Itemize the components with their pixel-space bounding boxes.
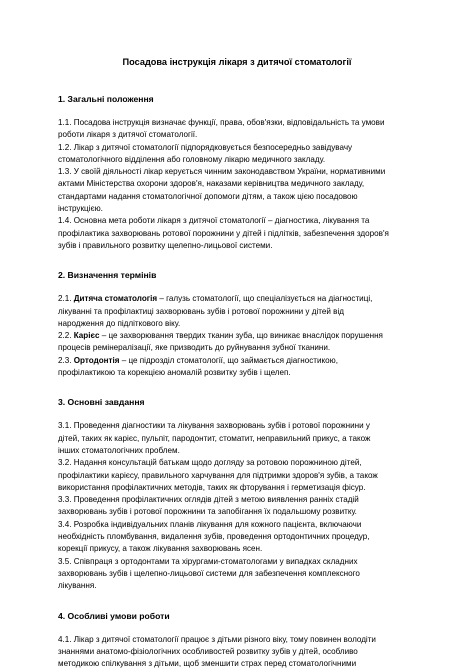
clause-2-2	[58, 330, 416, 355]
clause-3-3: 3.3. Проведення профілактичних оглядів дітей з метою виявлення ранніх стадій захворювань зубів і ротової порожнини та запобігання їх подальшому розвитку.	[58, 495, 359, 517]
clause-2-3	[58, 355, 416, 380]
clause-number: 2.2.	[58, 331, 74, 341]
term-pediatric-dentistry: Дитяча стоматологія	[73, 294, 158, 304]
term-definition: – це захворювання твердих тканин зуба, що виникає внаслідок порушення процесів ремінералізації, яке призводить до руйнування зубної тканини.	[58, 331, 383, 353]
section-heading: 2. Визначення термінів	[58, 270, 157, 281]
section-heading: 1. Загальні положення	[58, 94, 154, 104]
document-title: Посадова інструкція лікаря з дитячої стоматології	[122, 57, 352, 67]
section-heading: 3. Основні завдання	[58, 397, 145, 408]
clause-1-3: 1.3. У своїй діяльності лікар керується чинним законодавством України, нормативними актами Міністерства охорони здоров'я, наказами керівництва медичного закладу, стандартами надання стоматологічної допомоги дітям, а також цією посадовою інструкцією.	[58, 167, 386, 214]
term-definition: – це підрозділ стоматології, що займається діагностикою, профілактикою та корекцією аномалій розвитку зубів і щелеп.	[58, 355, 338, 378]
section-heading: 4. Особливі умови роботи	[58, 610, 170, 621]
clause-1-2: 1.2. Лікар з дитячої стоматології підпорядковується безпосередньо завідувачу стоматологічного відділення або головному лікарю медичного закладу.	[58, 142, 353, 164]
clause-1-1: 1.1. Посадова інструкція визначає функції, права, обов'язки, відповідальність та умови роботи лікаря з дитячої стоматології.	[58, 118, 385, 140]
section-main-tasks	[58, 397, 416, 592]
clause-3-4: 3.4. Розробка індивідуальних планів лікування для кожного пацієнта, включаючи необхідність пломбування, видалення зубів, проведення ортодонтичних процедур, корекції прикусу, а також лікування захворювань ясен.	[58, 519, 370, 554]
clause-3-5: 3.5. Співпраця з ортодонтами та хірургами-стоматологами у випадках складних захворювань зубів і щелепно-лицьової системи для забезпечення комплексного лікування.	[58, 556, 360, 591]
clause-3-2: 3.2. Надання консультацій батькам щодо догляду за ротовою порожниною дітей, профілактики карієсу, правильного харчування для підтримки здоров'я зубів, а також використання профілактичних методів, таких як фторування і герметизація фісур.	[58, 458, 378, 492]
section-general-provisions	[58, 94, 416, 252]
clause-number: 2.3.	[58, 355, 74, 365]
section-definitions	[58, 270, 416, 379]
clause-2-1	[58, 293, 416, 330]
clause-4-1: 4.1. Лікар з дитячої стоматології працює з дітьми різного віку, тому повинен володіти знаннями анатомо-фізіологічних особливостей розвитку зубів у дітей, особливо методикою спілкування з дітьми, щоб зменшити страх перед стоматологічними	[58, 634, 376, 669]
term-orthodontics: Ортодонтія	[73, 355, 120, 365]
term-definition: – галузь стоматології, що спеціалізується на діагностиці, лікуванні та профілактиці захворювань зубів і ротової порожнини у дітей від народження до підліткового віку.	[58, 294, 373, 328]
clause-number: 2.1.	[58, 294, 74, 304]
clause-1-4: 1.4. Основна мета роботи лікаря з дитячої стоматології – діагностика, лікування та профілактика захворювань ротової порожнини у дітей і підлітків, забезпечення здоров'я зубів і правильного розвитку щелепно-лицьової системи.	[58, 216, 389, 250]
term-caries: Карієс	[73, 331, 100, 341]
section-special-conditions	[58, 611, 416, 670]
clause-3-1: 3.1. Проведення діагностики та лікування захворювань зубів і ротової порожнини у дітей, таких як карієс, пульпіт, пародонтит, стоматит, неправильний прикус, а також інших стоматологічних проблем.	[58, 421, 371, 455]
